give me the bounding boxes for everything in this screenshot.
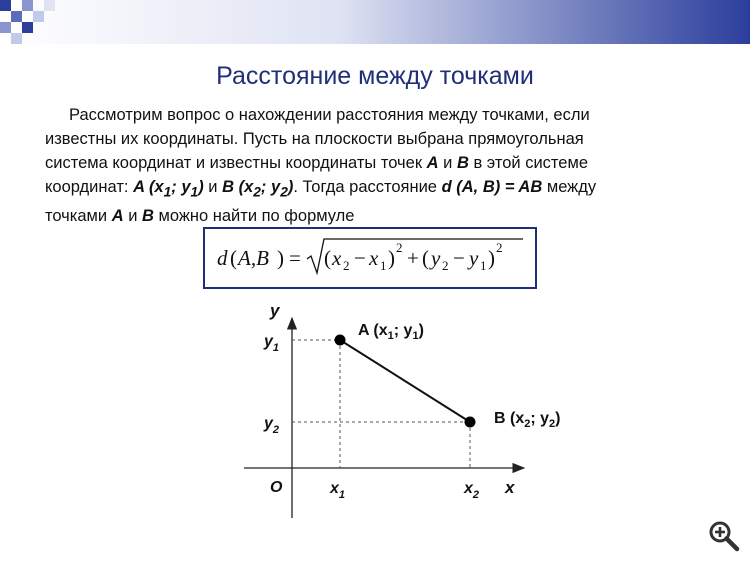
x2-main: x (464, 480, 473, 497)
x2-sub: 2 (472, 489, 480, 501)
text: можно найти по формуле (153, 207, 355, 226)
formula-x1-sub: 1 (380, 258, 387, 273)
formula-x2-sub: 2 (343, 258, 350, 273)
formula-y1: y (469, 246, 479, 270)
pb-mid: ; y (530, 410, 550, 427)
distance-expr: d (A, B) = AB (441, 178, 543, 196)
x-axis-label: x (505, 478, 515, 497)
para-line-3 (45, 151, 685, 175)
text: ; y (171, 178, 191, 196)
formula-open2: ( (422, 246, 429, 270)
text: координат: (45, 178, 134, 196)
formula-eq: = (289, 246, 301, 270)
formula-y2-sub: 2 (442, 258, 449, 273)
point-a-label (358, 322, 424, 342)
text: и (203, 178, 223, 196)
intro-paragraph (45, 103, 685, 228)
para-line-2: известны их координаты. Пусть на плоскости выбрана прямоугольная (45, 130, 584, 148)
sub: 1 (190, 184, 199, 200)
text: между (542, 178, 597, 196)
pb-subx: 2 (524, 418, 531, 430)
y2-sub: 2 (272, 424, 280, 436)
pa-subx: 1 (387, 330, 394, 342)
point-b-ref: B (456, 154, 469, 172)
y1-main: y (264, 333, 273, 350)
text: в этой системе (468, 154, 589, 172)
point-b-ref: B (142, 207, 154, 226)
pa-name: A (358, 322, 369, 339)
text: система координат и известны координаты точек (45, 154, 427, 172)
para-line-4 (45, 175, 685, 204)
formula-args: A,B (238, 246, 269, 270)
formula-sq2: 2 (496, 240, 503, 255)
text: и (438, 154, 457, 172)
formula-close1: ) (388, 246, 395, 270)
sub: 2 (280, 184, 288, 200)
sub: 1 (163, 184, 172, 200)
coordinate-diagram (230, 290, 590, 522)
text: ) (198, 178, 204, 196)
y1-label (263, 333, 279, 354)
text: ) (287, 178, 294, 196)
para-line-1: Рассмотрим вопрос о нахождении расстояния между точками, если (69, 106, 590, 124)
y2-main: y (264, 415, 273, 432)
formula-plus: + (407, 246, 419, 270)
point-a (335, 335, 346, 346)
point-a-ref: A (426, 154, 439, 172)
formula-y1-sub: 1 (480, 258, 487, 273)
formula-open1: ( (324, 246, 331, 270)
formula-box (203, 227, 537, 289)
point-a-ref: A (111, 207, 124, 226)
formula-x1: x (369, 246, 379, 270)
formula-sq1: 2 (396, 240, 403, 255)
x2-label (463, 480, 479, 501)
point-b (465, 417, 476, 428)
y-axis-label: y (270, 301, 280, 320)
page-title: Расстояние между точками (216, 62, 534, 90)
formula-minus2: − (453, 246, 465, 270)
x1-main: x (330, 480, 339, 497)
formula-x2: x (332, 246, 342, 270)
formula-rparen: ) (277, 246, 284, 270)
pb-open: (x (505, 410, 525, 427)
coord-a: A (x (133, 178, 164, 196)
formula-lparen: ( (230, 246, 237, 270)
x1-sub: 1 (338, 489, 346, 501)
segment-ab (340, 340, 470, 422)
coord-b: B (x (222, 178, 254, 196)
sub: 2 (253, 184, 261, 200)
pa-suby: 1 (412, 330, 419, 342)
text: точками (45, 207, 112, 226)
pb-suby: 2 (549, 418, 556, 430)
pa-mid: ; y (393, 322, 413, 339)
formula-d: d (217, 246, 228, 270)
magnifier-plus-icon[interactable] (708, 520, 740, 552)
header-bar (0, 0, 750, 44)
y2-label (263, 415, 279, 436)
formula-y2: y (431, 246, 441, 270)
distance-formula (205, 229, 535, 287)
para-line-5 (45, 204, 685, 228)
pa-close: ) (418, 322, 424, 339)
text: . Тогда расстояние (293, 178, 442, 196)
text: и (123, 207, 142, 226)
x1-label (329, 480, 345, 501)
text: ; y (260, 178, 281, 196)
formula-minus1: − (354, 246, 366, 270)
point-b-label (494, 410, 560, 430)
pb-close: ) (555, 410, 561, 427)
pa-open: (x (368, 322, 388, 339)
formula-close2: ) (488, 246, 495, 270)
checker-pattern (0, 0, 60, 44)
y1-sub: 1 (272, 342, 280, 354)
pb-name: B (494, 410, 506, 427)
origin-label: O (270, 479, 283, 496)
